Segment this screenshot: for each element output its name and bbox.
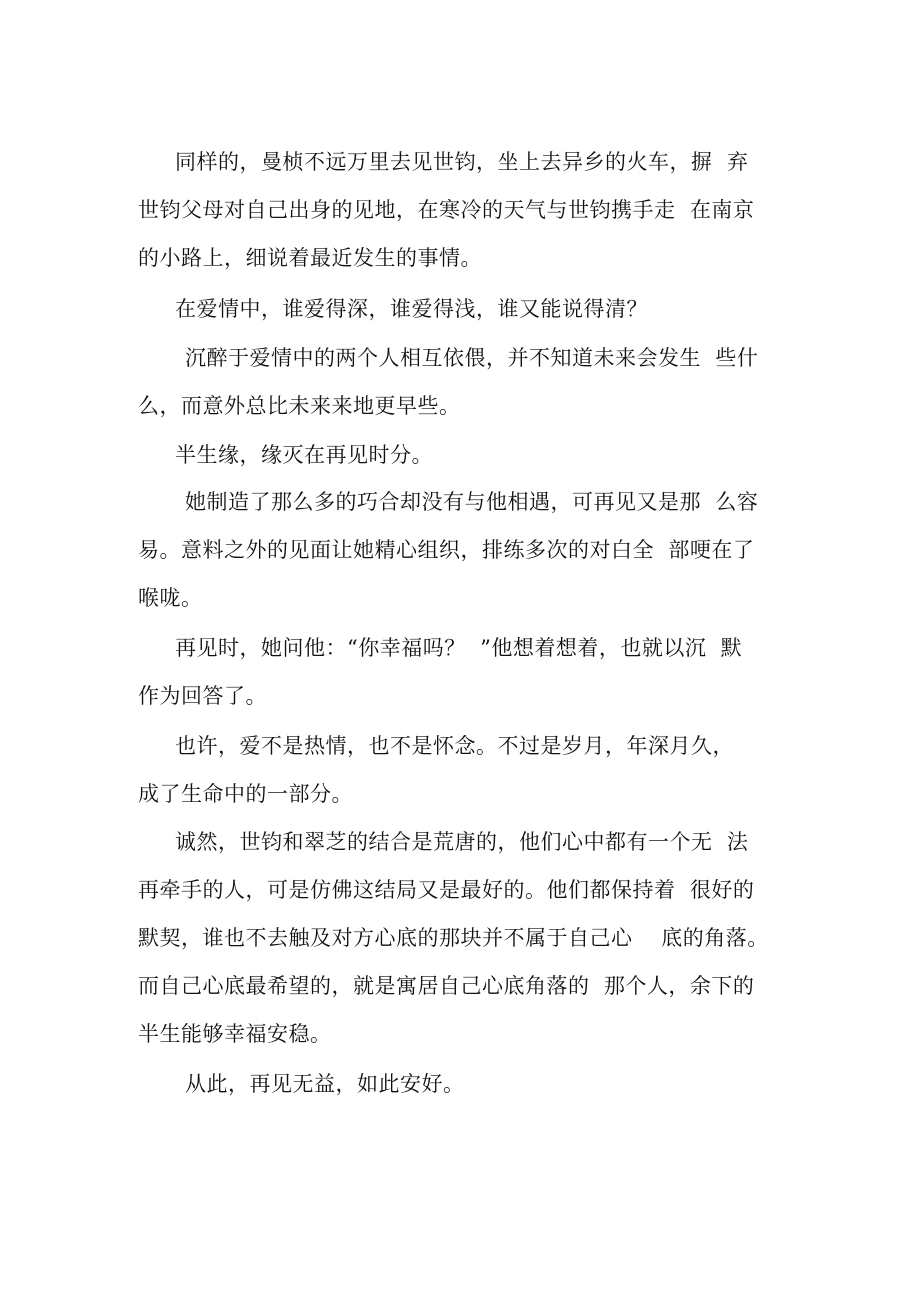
paragraph-2-line-1: 在爱情中，谁爱得深，谁爱得浅，谁又能说得清？ [175, 297, 648, 321]
paragraph-7-line-2: 成了生命中的一部分。 [138, 782, 353, 806]
paragraph-5-line-1: 她制造了那么多的巧合却没有与他相遇，可再见又是那 么容 [185, 490, 759, 514]
paragraph-9-line-1: 从此，再见无益，如此安好。 [185, 1072, 465, 1096]
paragraph-1-line-1: 同样的，曼桢不远万里去见世钧，坐上去异乡的火车，摒 弃 [175, 150, 749, 174]
paragraph-8-line-5: 半生能够幸福安稳。 [138, 1022, 332, 1046]
paragraph-5-line-3: 喉咙。 [138, 586, 203, 610]
paragraph-1-line-2: 世钧父母对自己出身的见地，在寒冷的天气与世钧携手走 在南京 [138, 198, 755, 222]
paragraph-6-line-1: 再见时，她问他：“你幸福吗？ ”他想着想着，也就以沉 默 [175, 636, 743, 660]
paragraph-8-line-4: 而自己心底最希望的，就是寓居自己心底角落的 那个人，余下的 [138, 974, 755, 998]
paragraph-8-line-1: 诚然，世钧和翠芝的结合是荒唐的，他们心中都有一个无 法 [175, 830, 749, 854]
paragraph-8-line-2: 再牵手的人，可是仿佛这结局又是最好的。他们都保持着 很好的 [138, 878, 755, 902]
paragraph-4-line-1: 半生缘，缘灭在再见时分。 [175, 443, 433, 467]
paragraph-3-line-1: 沉醉于爱情中的两个人相互依偎，并不知道未来会发生 些什 [185, 346, 759, 370]
paragraph-6-line-2: 作为回答了。 [138, 684, 267, 708]
paragraph-5-line-2: 易。意料之外的见面让她精心组织，排练多次的对白全 部哽在了 [138, 538, 755, 562]
paragraph-8-line-3: 默契，谁也不去触及对方心底的那块并不属于自己心 底的角落。 [138, 926, 769, 950]
paragraph-7-line-1: 也许，爱不是热情，也不是怀念。不过是岁月，年深月久， [175, 734, 734, 758]
paragraph-3-line-2: 么，而意外总比未来来地更早些。 [138, 394, 461, 418]
paragraph-1-line-3: 的小路上，细说着最近发生的事情。 [138, 246, 482, 270]
